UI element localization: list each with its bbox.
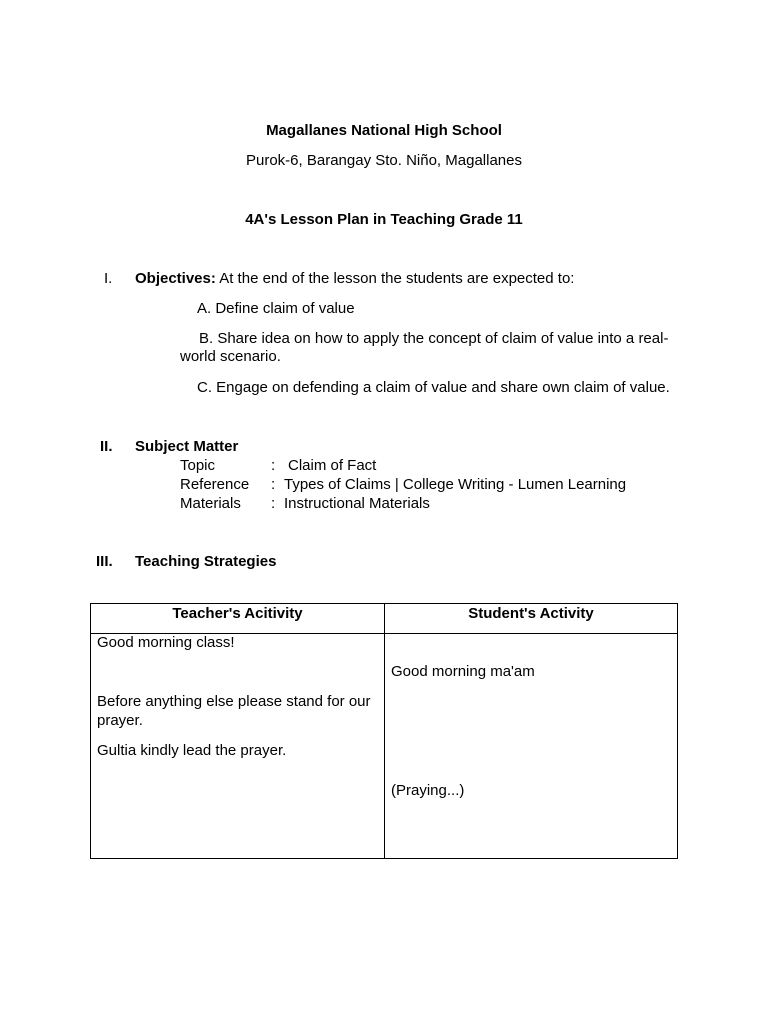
objective-item-c: C. Engage on defending a claim of value and share own claim of value. [197, 379, 670, 396]
subject-key-reference: Reference [180, 476, 250, 493]
school-address: Purok-6, Barangay Sto. Niño, Magallanes [246, 152, 522, 169]
teaching-strategies-heading: Teaching Strategies [135, 553, 277, 570]
teacher-activity-prayer-lead: Gultia kindly lead the prayer. [97, 742, 287, 759]
section-numeral-objectives: I. [104, 270, 113, 287]
lesson-plan-title: 4A's Lesson Plan in Teaching Grade 11 [245, 211, 523, 228]
subject-value-topic: Claim of Fact [288, 457, 377, 474]
subject-value-materials: Instructional Materials [284, 495, 430, 512]
objective-item-b-continued: world scenario. [180, 348, 281, 365]
objective-item-a: A. Define claim of value [197, 300, 355, 317]
objectives-heading [135, 270, 574, 288]
table-column-divider [384, 604, 385, 858]
section-numeral-subject-matter: II. [100, 438, 113, 455]
student-activity-greeting: Good morning ma'am [391, 663, 535, 680]
table-header-teacher: Teacher's Acitivity [172, 605, 303, 622]
subject-key-topic: Topic [180, 457, 216, 474]
objectives-intro: At the end of the lesson the students are expected to: [215, 270, 575, 287]
subject-sep-reference: : [271, 476, 276, 493]
subject-sep-materials: : [271, 495, 276, 512]
teacher-activity-stand: Before anything else please stand for our [97, 693, 371, 710]
subject-value-reference: Types of Claims | College Writing - Lumen Learning [284, 476, 627, 493]
activity-table [90, 603, 678, 859]
subject-sep-topic: : [271, 457, 276, 474]
objective-item-b: B. Share idea on how to apply the concept of claim of value into a real- [199, 330, 669, 347]
student-activity-praying: (Praying...) [391, 782, 465, 799]
teacher-activity-greeting: Good morning class! [97, 634, 235, 651]
teacher-activity-stand-continued: prayer. [97, 712, 143, 729]
table-header-student: Student's Activity [468, 605, 594, 622]
section-numeral-teaching-strategies: III. [96, 553, 113, 570]
school-name: Magallanes National High School [266, 122, 502, 139]
subject-matter-heading: Subject Matter [135, 438, 239, 455]
subject-key-materials: Materials [180, 495, 241, 512]
objectives-label: Objectives: [135, 270, 216, 287]
